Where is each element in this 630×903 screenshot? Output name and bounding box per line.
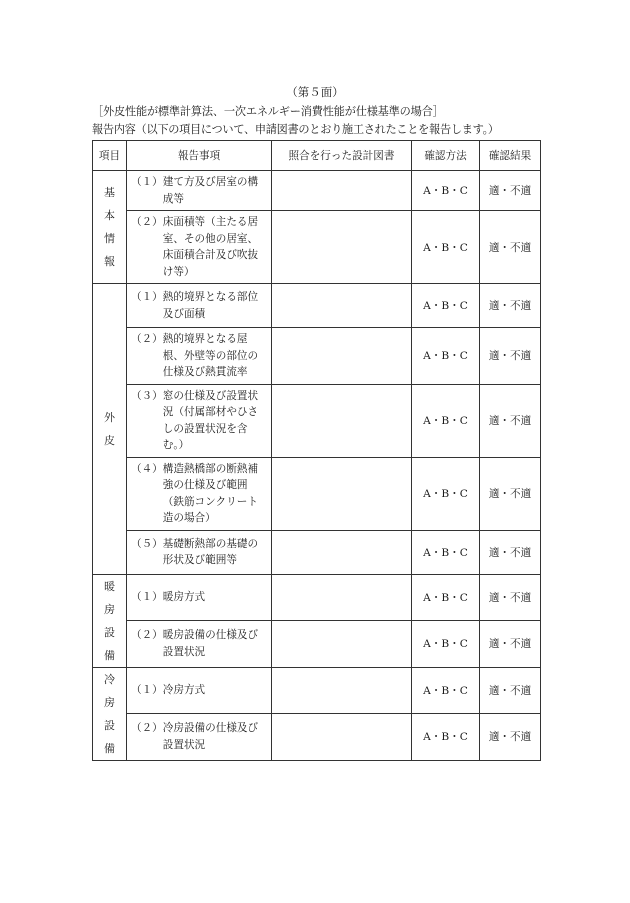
- item-text: 熱的境界となる屋根、外壁等の部位の仕様及び熱貫流率: [162, 333, 259, 378]
- result-cell[interactable]: 適・不適: [480, 211, 541, 284]
- table-row: [93, 530, 541, 574]
- item-text: 構造熱橋部の断熱補強の仕様及び範囲（鉄筋コンクリート造の場合）: [162, 462, 259, 524]
- table-row: [93, 211, 541, 284]
- result-cell[interactable]: 適・不適: [480, 714, 541, 761]
- report-item: [127, 328, 272, 385]
- method-cell[interactable]: A・B・C: [412, 574, 480, 621]
- report-item: [127, 384, 272, 457]
- category-char: 本: [104, 209, 115, 222]
- drawings-cell[interactable]: [272, 328, 412, 385]
- report-item: [127, 211, 272, 284]
- header-method: 確認方法: [412, 141, 480, 171]
- table-row: [93, 328, 541, 385]
- report-item: [127, 574, 272, 621]
- item-number: （２）: [131, 722, 163, 735]
- method-cell[interactable]: A・B・C: [412, 384, 480, 457]
- page-number: （第５面）: [286, 85, 344, 99]
- drawings-cell[interactable]: [272, 667, 412, 714]
- method-cell[interactable]: A・B・C: [412, 171, 480, 211]
- category-char: 基: [104, 186, 115, 199]
- drawings-cell[interactable]: [272, 714, 412, 761]
- header-category: 項目: [93, 141, 127, 171]
- report-intro: 報告内容（以下の項目について、申請図書のとおり施工されたことを報告します。）: [92, 123, 499, 136]
- result-cell[interactable]: 適・不適: [480, 284, 541, 328]
- item-number: （２）: [131, 333, 163, 345]
- category-char: 備: [104, 648, 115, 662]
- category-char: 冷: [104, 672, 115, 686]
- item-text: 冷房設備の仕様及び設置状況: [162, 722, 259, 751]
- item-text: 冷房方式: [162, 684, 206, 696]
- report-item: [127, 171, 272, 211]
- category-char: 設: [104, 625, 115, 639]
- item-number: （１）: [131, 291, 163, 303]
- category-char: 報: [104, 255, 115, 268]
- method-cell[interactable]: A・B・C: [412, 328, 480, 385]
- result-cell[interactable]: 適・不適: [480, 328, 541, 385]
- report-item: [127, 667, 272, 714]
- category-char: 外: [104, 410, 115, 424]
- item-number: （３）: [131, 389, 163, 402]
- item-number: （５）: [131, 537, 163, 550]
- category-char: 情: [104, 232, 115, 245]
- drawings-cell[interactable]: [272, 530, 412, 574]
- item-text: 窓の仕様及び設置状況（付属部材やひさしの設置状況を含む。）: [162, 389, 259, 451]
- category-char: 皮: [104, 433, 115, 447]
- item-text: 暖房設備の仕様及び設置状況: [162, 629, 259, 658]
- item-number: （２）: [131, 629, 163, 642]
- method-cell[interactable]: A・B・C: [412, 284, 480, 328]
- report-table: [92, 140, 541, 761]
- method-cell[interactable]: A・B・C: [412, 714, 480, 761]
- result-cell[interactable]: 適・不適: [480, 530, 541, 574]
- category-label: [93, 574, 127, 667]
- item-text: 基礎断熱部の基礎の形状及び範囲等: [162, 537, 259, 566]
- item-text: 建て方及び居室の構成等: [162, 176, 259, 205]
- report-item: [127, 530, 272, 574]
- table-row: [93, 284, 541, 328]
- result-cell[interactable]: 適・不適: [480, 621, 541, 668]
- item-number: （１）: [131, 176, 163, 188]
- category-char: 房: [104, 602, 115, 616]
- category-char: 暖: [104, 579, 115, 593]
- header-item: 報告事項: [127, 141, 272, 171]
- item-number: （１）: [131, 591, 163, 603]
- header-row: [93, 141, 541, 171]
- drawings-cell[interactable]: [272, 284, 412, 328]
- category-char: 房: [104, 695, 115, 709]
- category-label: [93, 284, 127, 575]
- method-cell[interactable]: A・B・C: [412, 457, 480, 530]
- drawings-cell[interactable]: [272, 621, 412, 668]
- table-row: [93, 384, 541, 457]
- result-cell[interactable]: 適・不適: [480, 384, 541, 457]
- result-cell[interactable]: 適・不適: [480, 171, 541, 211]
- report-item: [127, 284, 272, 328]
- table-row: [93, 574, 541, 621]
- table-row: [93, 621, 541, 668]
- category-char: 備: [104, 741, 115, 755]
- table-row: [93, 714, 541, 761]
- item-number: （１）: [131, 684, 163, 696]
- item-text: 熱的境界となる部位及び面積: [162, 291, 259, 320]
- drawings-cell[interactable]: [272, 211, 412, 284]
- result-cell[interactable]: 適・不適: [480, 457, 541, 530]
- table-row: [93, 667, 541, 714]
- drawings-cell[interactable]: [272, 384, 412, 457]
- drawings-cell[interactable]: [272, 457, 412, 530]
- table-body: [93, 171, 541, 761]
- item-number: （２）: [131, 216, 163, 228]
- category-label: [93, 667, 127, 760]
- method-cell[interactable]: A・B・C: [412, 667, 480, 714]
- header-drawings: 照合を行った設計図書: [272, 141, 412, 171]
- drawings-cell[interactable]: [272, 171, 412, 211]
- report-item: [127, 457, 272, 530]
- item-text: 暖房方式: [162, 591, 206, 603]
- item-text: 床面積等（主たる居室、その他の居室、床面積合計及び吹抜け等）: [162, 216, 259, 278]
- result-cell[interactable]: 適・不適: [480, 574, 541, 621]
- category-label: [93, 171, 127, 284]
- report-item: [127, 621, 272, 668]
- result-cell[interactable]: 適・不適: [480, 667, 541, 714]
- category-char: 設: [104, 718, 115, 732]
- drawings-cell[interactable]: [272, 574, 412, 621]
- table-row: [93, 457, 541, 530]
- method-cell[interactable]: A・B・C: [412, 621, 480, 668]
- table-row: [93, 171, 541, 211]
- method-cell[interactable]: A・B・C: [412, 211, 480, 284]
- item-number: （４）: [131, 462, 163, 475]
- header-result: 確認結果: [480, 141, 541, 171]
- report-item: [127, 714, 272, 761]
- method-cell[interactable]: A・B・C: [412, 530, 480, 574]
- condition-note: ［外皮性能が標準計算法、一次エネルギー消費性能が仕様基準の場合］: [92, 105, 444, 118]
